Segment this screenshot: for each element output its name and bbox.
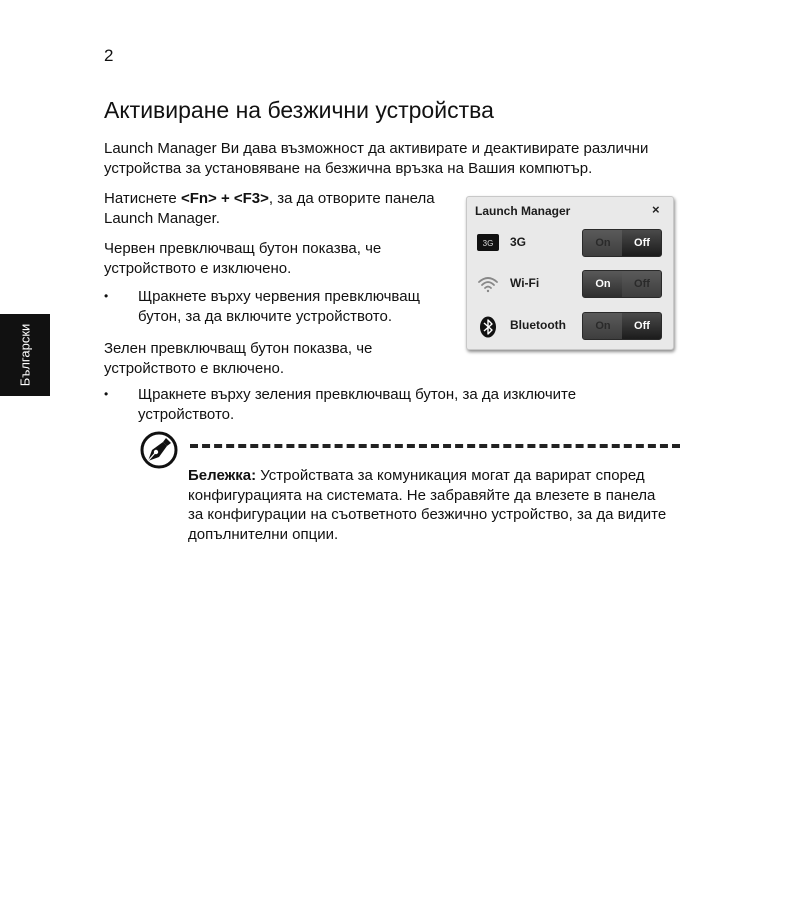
note-pen-icon bbox=[139, 430, 179, 470]
bullet-text-red: Щракнете върху червения превключващ бутон, за да включите устройството. bbox=[138, 288, 420, 325]
key-combination: <Fn> + <F3> bbox=[180, 190, 269, 207]
toggle-3g-on[interactable]: On bbox=[583, 230, 623, 256]
toggle-wifi[interactable] bbox=[582, 270, 662, 298]
wifi-icon bbox=[477, 274, 499, 294]
svg-text:3G: 3G bbox=[482, 239, 494, 248]
press-keys-paragraph bbox=[104, 189, 464, 228]
toggle-bluetooth-off[interactable]: Off bbox=[622, 313, 662, 339]
launch-manager-panel bbox=[466, 196, 674, 350]
close-icon[interactable]: × bbox=[652, 202, 660, 217]
device-row-bluetooth bbox=[467, 308, 673, 344]
device-label-3g: 3G bbox=[510, 235, 527, 249]
note-body: Устройствата за комуникация могат да варират според конфигурацията на системата. Не забравяйте да влезете в панела за конфигурации на съответното безжично устройство, за да видите допълнителни опции. bbox=[188, 467, 667, 543]
press-prefix: Натиснете bbox=[104, 190, 181, 207]
bullet-item-green bbox=[104, 385, 664, 425]
launch-manager-title: Launch Manager bbox=[475, 204, 571, 218]
bullet-glyph: • bbox=[104, 387, 109, 401]
device-row-wifi bbox=[467, 266, 673, 302]
red-toggle-paragraph: Червен превключващ бутон показва, че устройството е изключено. bbox=[104, 240, 382, 277]
green-toggle-paragraph: Зелен превключващ бутон показва, че устройството е включено. bbox=[104, 340, 373, 377]
3g-icon bbox=[477, 233, 499, 253]
toggle-3g[interactable] bbox=[582, 229, 662, 257]
toggle-wifi-on[interactable]: On bbox=[583, 271, 623, 297]
device-label-wifi: Wi-Fi bbox=[510, 276, 540, 290]
note-paragraph bbox=[188, 466, 668, 544]
toggle-wifi-off[interactable]: Off bbox=[622, 271, 662, 297]
note-divider bbox=[190, 444, 680, 448]
bluetooth-icon bbox=[477, 316, 499, 336]
language-side-tab bbox=[0, 314, 50, 396]
toggle-bluetooth[interactable] bbox=[582, 312, 662, 340]
bullet-text-green: Щракнете върху зеления превключващ бутон, за да изключите устройството. bbox=[138, 386, 577, 423]
toggle-3g-off[interactable]: Off bbox=[622, 230, 662, 256]
side-tab-label: Български bbox=[17, 323, 33, 387]
toggle-bluetooth-on[interactable]: On bbox=[583, 313, 623, 339]
device-row-3g bbox=[467, 225, 673, 261]
press-suffix: , за да отворите панела Launch Manager. bbox=[104, 190, 435, 227]
note-label: Бележка: bbox=[188, 467, 257, 484]
device-label-bluetooth: Bluetooth bbox=[510, 318, 566, 332]
bullet-item-red bbox=[104, 287, 464, 327]
bullet-glyph: • bbox=[104, 289, 109, 303]
page-number: 2 bbox=[104, 46, 114, 65]
intro-paragraph: Launch Manager Ви дава възможност да активирате и деактивирате различни устройства за установяване на безжична връзка на Вашия компютър. bbox=[104, 140, 649, 177]
page-title: Активиране на безжични устройства bbox=[104, 97, 494, 123]
